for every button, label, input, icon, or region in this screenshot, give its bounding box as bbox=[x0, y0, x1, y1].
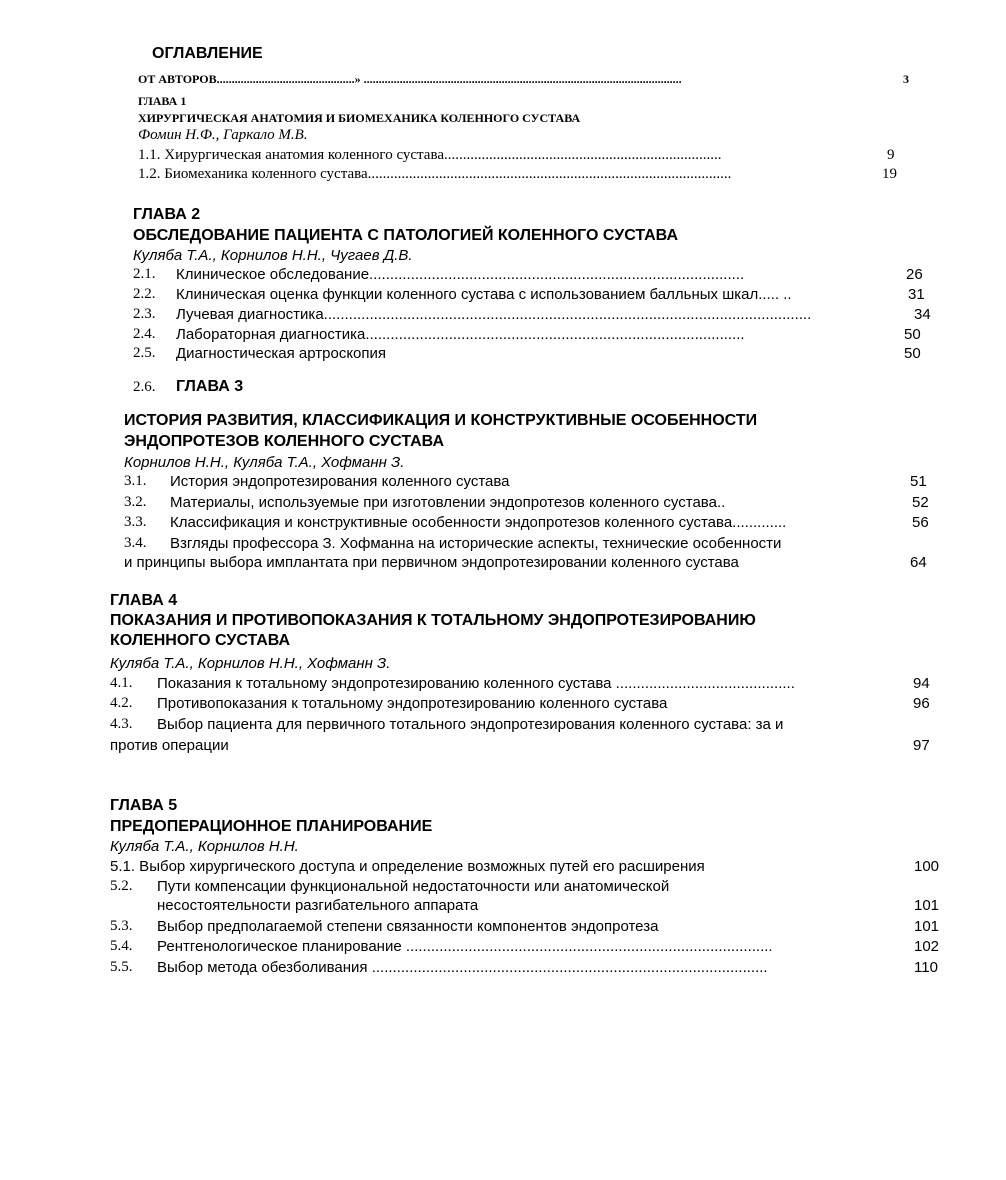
entry-page-number: 100 bbox=[914, 858, 940, 875]
entry-number: 2.4. bbox=[133, 326, 156, 342]
entry-number: 4.2. bbox=[110, 695, 133, 711]
entry-number: 3.3. bbox=[124, 514, 147, 530]
entry-page-number: 110 bbox=[914, 959, 938, 976]
entry-title: Хирургическая анатомия коленного сустава bbox=[164, 147, 444, 163]
entry-page-number: 96 bbox=[913, 695, 930, 712]
chapter-1-heading: ГЛАВА 1 bbox=[138, 94, 187, 108]
entry-title: Лучевая диагностика..................................................................................................................... bbox=[176, 306, 812, 323]
entry-title: Показания к тотальному эндопротезированию коленного сустава ........................................... bbox=[157, 675, 795, 692]
entry-page-number: 101 bbox=[914, 918, 940, 935]
entry-title: Материалы, используемые при изготовлении эндопротезов коленного сустава.. bbox=[170, 494, 726, 511]
chapter-3-title-line-2: ЭНДОПРОТЕЗОВ КОЛЕННОГО СУСТАВА bbox=[124, 433, 444, 450]
entry-number: 4.1. bbox=[110, 675, 133, 691]
toc-entry-2-3[interactable] bbox=[133, 306, 812, 323]
entry-number: 3.4. bbox=[124, 535, 147, 551]
dot-leader: ..................................................................................................................... bbox=[323, 306, 812, 323]
entry-page-number: 26 bbox=[906, 266, 923, 283]
entry-number: 2.6. bbox=[133, 379, 156, 395]
entry-number: 5.2. bbox=[110, 878, 133, 894]
chapter-2-heading: ГЛАВА 2 bbox=[133, 206, 201, 223]
entry-page-number: 56 bbox=[912, 514, 929, 531]
entry-title: Выбор предполагаемой степени связанности компонентов эндопротеза bbox=[157, 918, 659, 935]
toc-entry-2-6[interactable] bbox=[133, 378, 244, 396]
entry-title-line-2: несостоятельности разгибательного аппарата bbox=[157, 897, 479, 914]
chapter-4-title-line-2: КОЛЕННОГО СУСТАВА bbox=[110, 632, 291, 649]
entry-title: Рентгенологическое планирование ........................................................................................ bbox=[157, 938, 773, 955]
dot-leader: ........................................... bbox=[615, 675, 795, 692]
entry-title: Лабораторная диагностика........................................................................................... bbox=[176, 326, 745, 343]
entry-page-number: 51 bbox=[910, 473, 927, 490]
chapter-1-authors: Фомин Н.Ф., Гаркало М.В. bbox=[138, 127, 308, 143]
toc-entry-1-1[interactable] bbox=[138, 147, 722, 164]
entry-title: Клиническая оценка функции коленного сустава с использованием балльных шкал..... .. bbox=[176, 286, 792, 303]
entry-title-line-2: против операции bbox=[110, 737, 229, 754]
entry-title: Классификация и конструктивные особенности эндопротезов коленного сустава............. bbox=[170, 514, 787, 531]
entry-number: 2.3. bbox=[133, 306, 156, 322]
dot-leader: ............................................................................................... bbox=[371, 959, 768, 976]
toc-entry-4-1[interactable] bbox=[110, 675, 795, 692]
entry-title-line-1: Пути компенсации функциональной недостаточности или анатомической bbox=[157, 878, 670, 895]
toc-entry-3-4[interactable] bbox=[124, 535, 782, 552]
toc-entry-2-4[interactable] bbox=[133, 326, 745, 343]
entry-page-number: 52 bbox=[912, 494, 929, 511]
toc-entry-4-2[interactable] bbox=[110, 695, 668, 712]
toc-title: ОГЛАВЛЕНИЕ bbox=[152, 45, 263, 62]
chapter-4-authors: Куляба Т.А., Корнилов Н.Н., Хофманн З. bbox=[110, 655, 391, 672]
entry-number: 1.2. bbox=[138, 166, 161, 182]
dot-leader: ..... .. bbox=[758, 286, 792, 303]
entry-number: 1.1. bbox=[138, 147, 161, 163]
entry-title-line-1: Выбор пациента для первичного тотального эндопротезирования коленного сустава: за и bbox=[157, 716, 784, 733]
entry-page-number: 9 bbox=[887, 147, 895, 163]
entry-number: 3.2. bbox=[124, 494, 147, 510]
dot-leader: .......................................................................................... bbox=[369, 266, 745, 283]
entry-page-number: 31 bbox=[908, 286, 925, 303]
entry-title: Противопоказания к тотальному эндопротезированию коленного сустава bbox=[157, 695, 668, 712]
chapter-2-title: ОБСЛЕДОВАНИЕ ПАЦИЕНТА С ПАТОЛОГИЕЙ КОЛЕННОГО СУСТАВА bbox=[133, 227, 678, 244]
toc-entry-3-1[interactable] bbox=[124, 473, 510, 490]
dot-leader: ............. bbox=[732, 514, 787, 531]
toc-entry-2-2[interactable] bbox=[133, 286, 792, 303]
entry-number: 2.2. bbox=[133, 286, 156, 302]
toc-entry-authors-preface[interactable] bbox=[138, 72, 682, 87]
chapter-3-title-line-1: ИСТОРИЯ РАЗВИТИЯ, КЛАССИФИКАЦИЯ И КОНСТРУКТИВНЫЕ ОСОБЕННОСТИ bbox=[124, 412, 758, 429]
chapter-1-title: ХИРУРГИЧЕСКАЯ АНАТОМИЯ И БИОМЕХАНИКА КОЛЕННОГО СУСТАВА bbox=[138, 111, 581, 125]
entry-page-number: 34 bbox=[914, 306, 931, 323]
toc-entry-5-3[interactable] bbox=[110, 918, 659, 935]
entry-title: Выбор метода обезболивания ............................................................................................... bbox=[157, 959, 768, 976]
chapter-3-authors: Корнилов Н.Н., Куляба Т.А., Хофманн З. bbox=[124, 454, 405, 471]
entry-number: 5.5. bbox=[110, 959, 133, 975]
entry-page-number: 64 bbox=[910, 554, 927, 571]
dot-leader: .......................................................................... bbox=[444, 147, 722, 163]
entry-number: 2.5. bbox=[133, 345, 156, 361]
chapter-4-heading: ГЛАВА 4 bbox=[110, 592, 178, 609]
entry-page-number: 94 bbox=[913, 675, 930, 692]
chapter-2-authors: Куляба Т.А., Корнилов Н.Н., Чугаев Д.В. bbox=[133, 247, 413, 264]
entry-title: История эндопротезирования коленного сустава bbox=[170, 473, 510, 490]
entry-title: Клиническое обследование.......................................................................................... bbox=[176, 266, 745, 283]
toc-entry-2-1[interactable] bbox=[133, 266, 745, 283]
entry-page-number: 101 bbox=[914, 897, 940, 914]
entry-number: 3.1. bbox=[124, 473, 147, 489]
entry-number: 2.1. bbox=[133, 266, 156, 282]
entry-title: Биомеханика коленного сустава bbox=[164, 166, 368, 182]
chapter-5-heading: ГЛАВА 5 bbox=[110, 797, 178, 814]
entry-number: 5.3. bbox=[110, 918, 133, 934]
entry-page-number: 102 bbox=[914, 938, 940, 955]
entry-number: 4.3. bbox=[110, 716, 133, 732]
toc-entry-5-1[interactable]: 5.1. Выбор хирургического доступа и определение возможных путей его расширения bbox=[110, 858, 705, 875]
chapter-3-heading: ГЛАВА 3 bbox=[176, 378, 244, 395]
toc-entry-5-5[interactable] bbox=[110, 959, 768, 976]
chapter-5-authors: Куляба Т.А., Корнилов Н.Н. bbox=[110, 838, 299, 855]
entry-title: Диагностическая артроскопия bbox=[176, 345, 387, 362]
toc-entry-4-3[interactable] bbox=[110, 716, 784, 733]
entry-page-number: 50 bbox=[904, 345, 921, 362]
dot-leader: ................................................................................................. bbox=[367, 166, 732, 182]
toc-entry-2-5[interactable] bbox=[133, 345, 387, 362]
entry-page-number: 50 bbox=[904, 326, 921, 343]
toc-entry-1-2[interactable] bbox=[138, 166, 731, 183]
chapter-5-title: ПРЕДОПЕРАЦИОННОЕ ПЛАНИРОВАНИЕ bbox=[110, 818, 433, 835]
chapter-4-title-line-1: ПОКАЗАНИЯ И ПРОТИВОПОКАЗАНИЯ К ТОТАЛЬНОМУ ЭНДОПРОТЕЗИРОВАНИЮ bbox=[110, 612, 756, 629]
entry-label: ОТ АВТОРОВ bbox=[138, 72, 217, 86]
entry-page-number: 19 bbox=[882, 166, 897, 182]
toc-entry-5-4[interactable] bbox=[110, 938, 773, 955]
dot-leader: ..............................................» .......................................................................................................... bbox=[216, 72, 682, 86]
toc-entry-3-2[interactable] bbox=[124, 494, 726, 511]
toc-entry-5-2[interactable] bbox=[110, 878, 670, 895]
toc-entry-3-3[interactable] bbox=[124, 514, 787, 531]
entry-page-number: 3 bbox=[903, 72, 909, 86]
entry-number: 5.4. bbox=[110, 938, 133, 954]
dot-leader: ........................................................................................ bbox=[405, 938, 773, 955]
entry-title-line-2: и принципы выбора имплантата при первичном эндопротезировании коленного сустава bbox=[124, 554, 739, 571]
entry-title-line-1: Взгляды профессора З. Хофманна на исторические аспекты, технические особенности bbox=[170, 535, 782, 552]
dot-leader: ........................................................................................... bbox=[365, 326, 745, 343]
entry-page-number: 97 bbox=[913, 737, 930, 754]
